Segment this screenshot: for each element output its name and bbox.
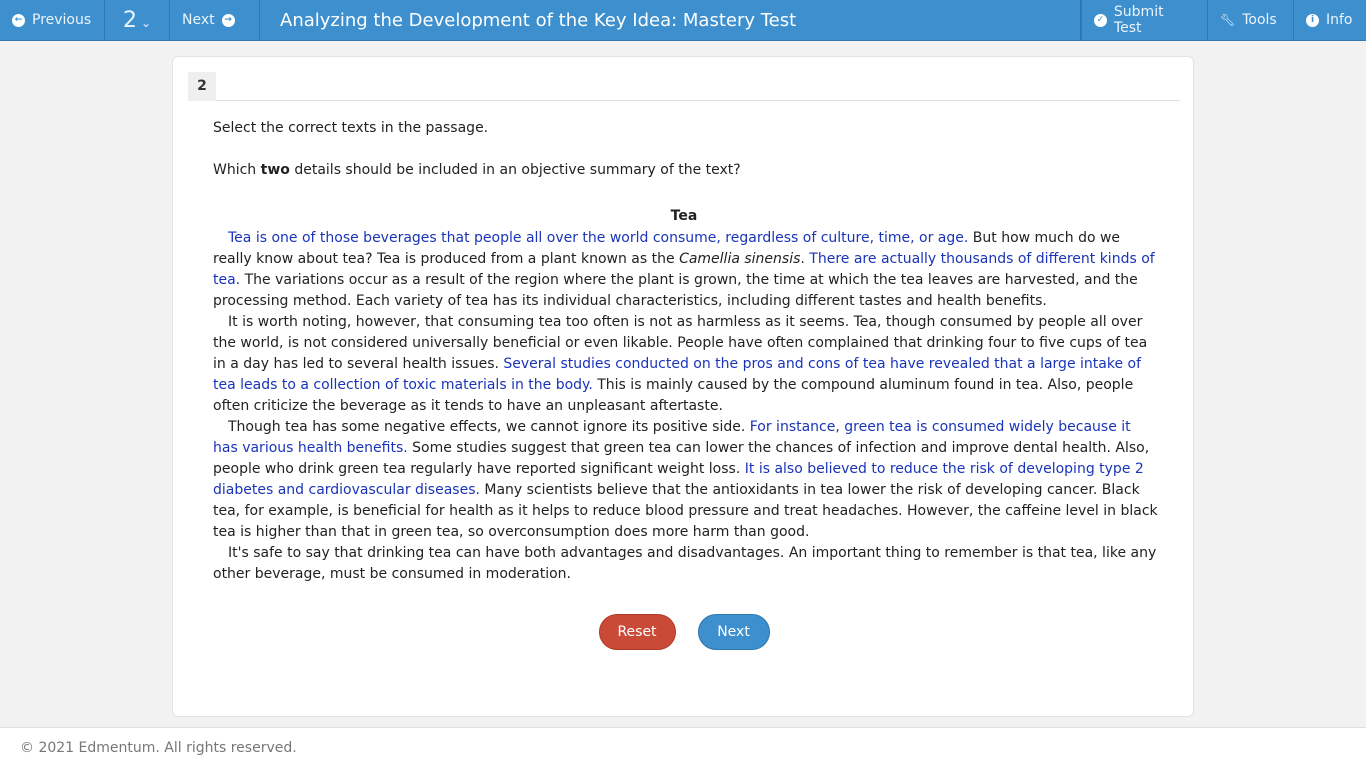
chevron-down-icon: ⌄ xyxy=(140,16,152,30)
question-emphasis: two xyxy=(260,162,290,178)
wrench-icon: 🔧︎ xyxy=(1220,13,1236,27)
check-circle-icon: ✓ xyxy=(1094,14,1107,27)
question-prefix: Which xyxy=(213,162,261,178)
next-top-button[interactable] xyxy=(170,0,260,40)
arrow-left-icon: ← xyxy=(12,14,25,27)
reset-button[interactable]: Reset xyxy=(599,614,676,650)
info-button[interactable] xyxy=(1293,0,1366,40)
passage-text: But how much do we really know about tea? Tea is produced from a plant known as the xyxy=(213,230,1121,267)
next-button[interactable]: Next xyxy=(698,614,770,650)
passage-title: Tea xyxy=(670,208,698,224)
passage-text: . xyxy=(800,251,810,267)
question-number: 2 xyxy=(122,7,137,33)
passage-text: The variations occur as a result of the region where the plant is grown, the time at which the tea leaves are harvested, and the processing method. Each variety of tea has its individual characteristics, including different tastes and health benefits. xyxy=(213,272,1138,309)
arrow-right-icon: → xyxy=(222,14,235,27)
submit-label: Submit Test xyxy=(1113,4,1164,36)
previous-button[interactable] xyxy=(0,0,105,40)
selectable-text[interactable]: Tea is one of those beverages that people all over the world consume, regardless of culture, time, or age. xyxy=(228,230,969,246)
tools-button[interactable] xyxy=(1207,0,1293,40)
passage-text: Many scientists believe that the antioxidants in tea lower the risk of developing cancer. Black tea, for example, is beneficial for health as it helps to reduce blood pressure and treat headaches. However, the caffeine level in black tea is higher than that in green tea, so overconsumption does more harm than good. xyxy=(213,482,1158,540)
passage xyxy=(213,228,1158,585)
passage-paragraph-4: It's safe to say that drinking tea can have both advantages and disadvantages. An important thing to remember is that tea, like any other beverage, must be consumed in moderation. xyxy=(213,545,1157,582)
passage-paragraph-2 xyxy=(213,312,1158,417)
passage-text: Though tea has some negative effects, we cannot ignore its positive side. xyxy=(228,419,750,435)
question-card xyxy=(172,56,1194,717)
passage-text: It is worth noting, however, that consuming tea too often is not as harmless as it seems. Tea, though consumed by people all over the world, is not considered universally beneficial or even likable. People have often complained that drinking four to five cups of tea in a day has led to several health issues. xyxy=(213,314,1148,372)
top-toolbar xyxy=(0,0,1366,41)
footer-copyright: © 2021 Edmentum. All rights reserved. xyxy=(0,727,1366,768)
question-tab-row xyxy=(188,72,1180,101)
selectable-text[interactable]: For instance, green tea is consumed widely because it has various health benefits. xyxy=(213,419,1131,456)
next-top-label: Next xyxy=(182,12,215,28)
action-buttons xyxy=(173,614,1195,650)
species-name: Camellia sinensis xyxy=(679,251,801,267)
tools-label: Tools xyxy=(1242,12,1277,28)
selectable-text[interactable]: There are actually thousands of different kinds of tea. xyxy=(213,251,1155,288)
selectable-text[interactable]: Several studies conducted on the pros and cons of tea have revealed that a large intake of tea leads to a collection of toxic materials in the body. xyxy=(213,356,1142,393)
passage-paragraph-3 xyxy=(213,417,1158,543)
info-label: Info xyxy=(1326,12,1353,28)
previous-label: Previous xyxy=(32,12,92,28)
question-text xyxy=(213,162,741,178)
question-selector[interactable] xyxy=(105,0,170,40)
question-suffix: details should be included in an objective summary of the text? xyxy=(289,162,741,178)
passage-text: This is mainly caused by the compound aluminum found in tea. Also, people often criticize the beverage as it tends to have an unpleasant aftertaste. xyxy=(213,377,1134,414)
instruction-text: Select the correct texts in the passage. xyxy=(213,120,489,136)
test-title: Analyzing the Development of the Key Idea: Mastery Test xyxy=(260,0,1081,40)
selectable-text[interactable]: It is also believed to reduce the risk of developing type 2 diabetes and cardiovascular diseases. xyxy=(213,461,1144,498)
passage-paragraph-1 xyxy=(213,228,1158,312)
info-icon: i xyxy=(1306,14,1319,27)
submit-test-button[interactable] xyxy=(1081,0,1207,40)
question-tab: 2 xyxy=(188,72,216,101)
passage-text: Some studies suggest that green tea can lower the chances of infection and improve dental health. Also, people who drink green tea regularly have reported significant weight loss. xyxy=(213,440,1150,477)
